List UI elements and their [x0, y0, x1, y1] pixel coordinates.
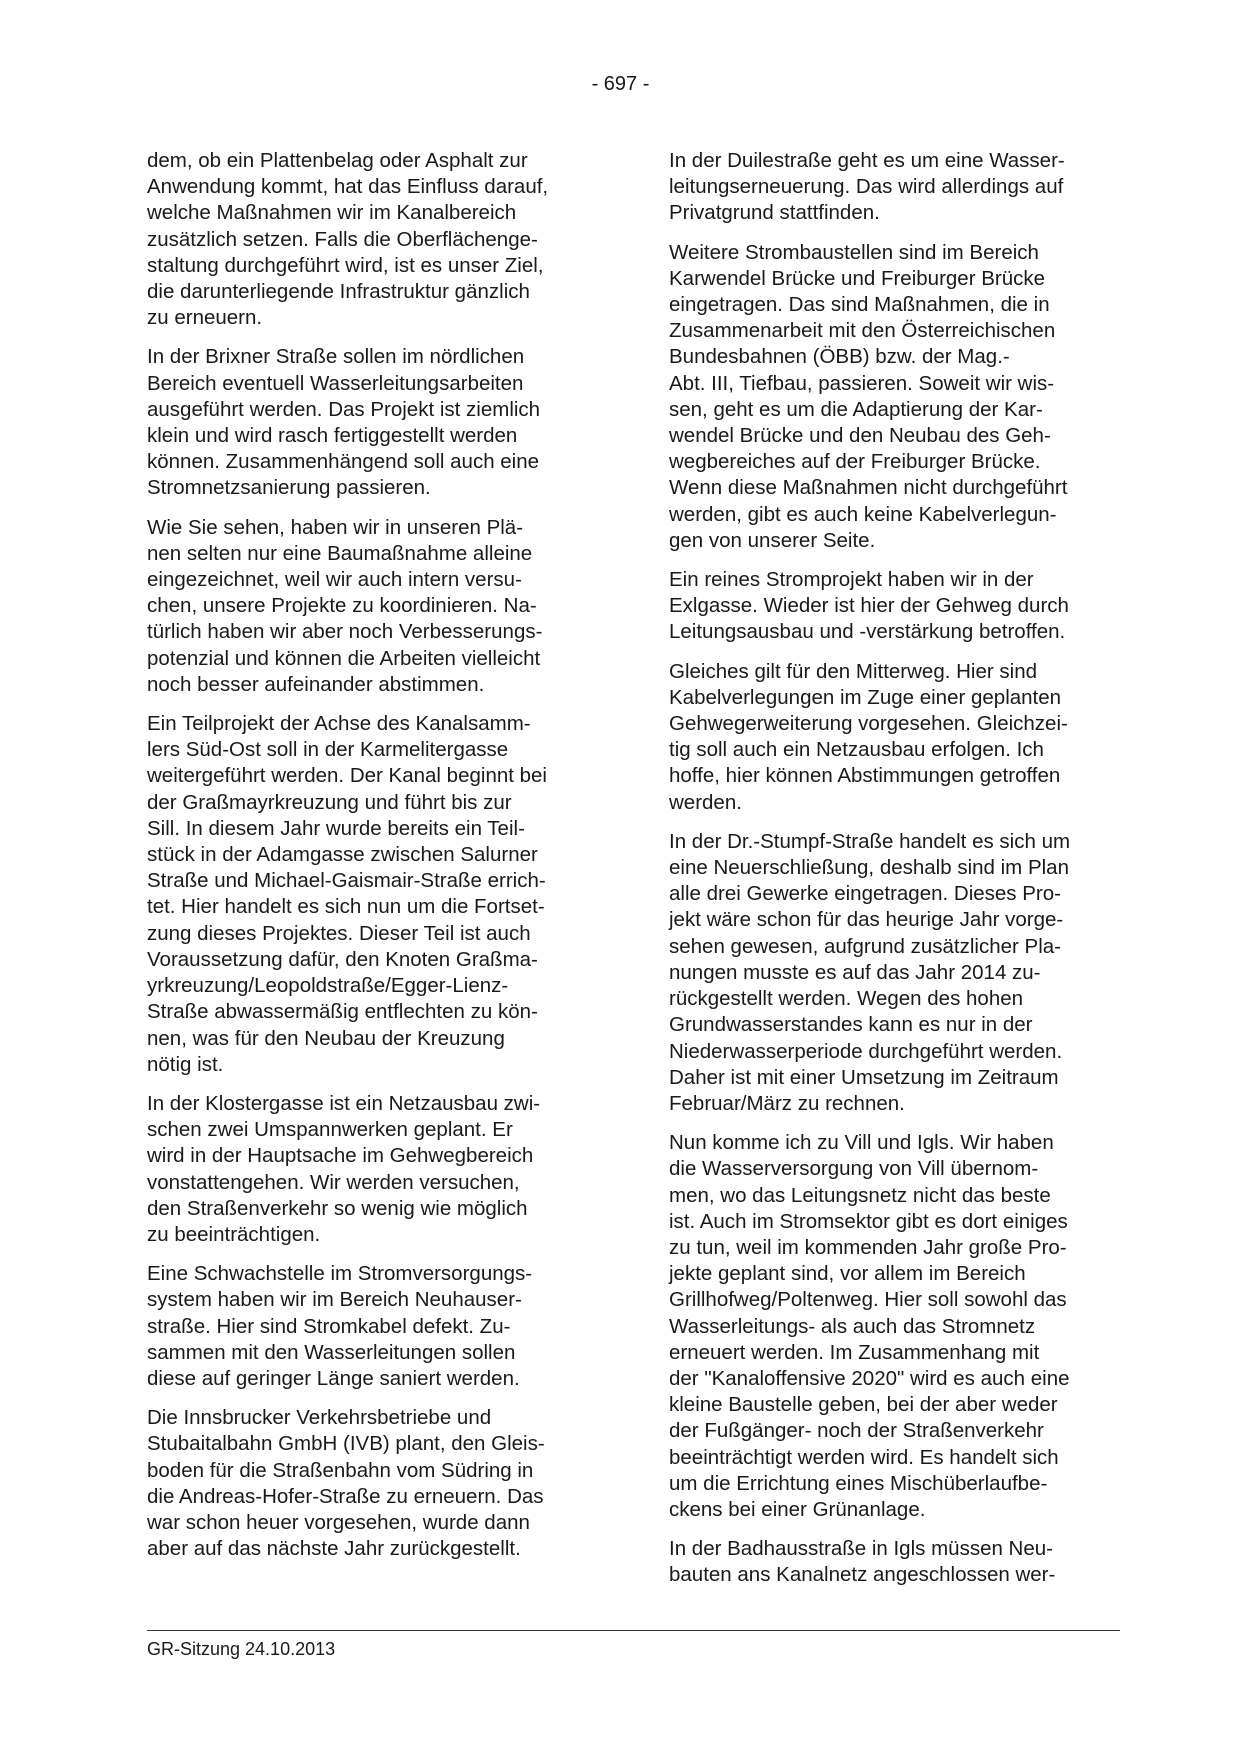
paragraph: Nun komme ich zu Vill und Igls. Wir haben die Wasserversorgung von Vill übernom- men, wo das Leitungsnetz nicht das beste ist. Auch im Stromsektor gibt es dort einiges zu tun, weil im kommenden Jahr große Pro- jekte geplant sind, vor allem im Bereich Grillhofweg/Poltenweg. Hier soll sowohl das Wasserleitungs- als auch das Stromnetz erneuert werden. Im Zusammenhang mit der "Kanaloffensive 2020" wird es auch eine kleine Baustelle geben, bei der aber weder der Fußgänger- noch der Straßenverkehr beeinträchtigt werden wird. Es handelt sich um die Errichtung eines Mischüberlaufbe- ckens bei einer Grünanlage.: [669, 1131, 1070, 1521]
paragraph: Die Innsbrucker Verkehrsbetriebe und Stubaitalbahn GmbH (IVB) plant, den Gleis- boden für die Straßenbahn vom Südring in die Andreas-Hofer-Straße zu erneuern. Das war schon heuer vorgesehen, wurde dann aber auf das nächste Jahr zurückgestellt.: [147, 1406, 545, 1561]
paragraph: In der Badhausstraße in Igls müssen Neu- bauten ans Kanalnetz angeschlossen wer-: [669, 1537, 1056, 1587]
left-column: [147, 148, 592, 1575]
paragraph: In der Klostergasse ist ein Netzausbau zwi- schen zwei Umspannwerken geplant. Er wird in der Hauptsache im Gehwegbereich vonstattengehen. Wir werden versuchen, den Straßenverkehr so wenig wie möglich zu beeinträchtigen.: [147, 1091, 541, 1246]
paragraph: In der Dr.-Stumpf-Straße handelt es sich um eine Neuerschließung, deshalb sind im Plan alle drei Gewerke eingetragen. Dieses Pro- jekt wäre schon für das heurige Jahr vorge- sehen gewesen, aufgrund zusätzlicher Pla- nungen musste es auf das Jahr 2014 zu- rückgestellt werden. Wegen des hohen Grundwasserstandes kann es nur in der Niederwasserperiode durchgeführt werden. Daher ist mit einer Umsetzung im Zeitraum Februar/März zu rechnen.: [669, 829, 1071, 1115]
paragraph: Ein Teilprojekt der Achse des Kanalsamm- lers Süd-Ost soll in der Karmelitergasse weitergeführt werden. Der Kanal beginnt bei der Graßmayrkreuzung und führt bis zur Sill. In diesem Jahr wurde bereits ein Teil- stück in der Adamgasse zwischen Salurner Straße und Michael-Gaismair-Straße errich- tet. Hier handelt es sich nun um die Fortset- zung dieses Projektes. Dieser Teil ist auch Voraussetzung dafür, den Knoten Graßma- yrkreuzung/Leopoldstraße/Egger-Lienz- Straße abwassermäßig entflechten zu kön- nen, was für den Neubau der Kreuzung nötig ist.: [147, 712, 547, 1076]
right-column: [669, 148, 1114, 1602]
paragraph: In der Brixner Straße sollen im nördlichen Bereich eventuell Wasserleitungsarbeiten ausgeführt werden. Das Projekt ist ziemlich klein und wird rasch fertiggestellt werden können. Zusammenhängend soll auch eine Stromnetzsanierung passieren.: [147, 345, 541, 500]
footer-session-date: GR-Sitzung 24.10.2013: [147, 1639, 336, 1659]
footer-divider: [147, 1630, 1120, 1631]
page-number: - 697 -: [591, 73, 650, 95]
paragraph: dem, ob ein Plattenbelag oder Asphalt zur Anwendung kommt, hat das Einfluss darauf, welche Maßnahmen wir im Kanalbereich zusätzlich setzen. Falls die Oberflächenge- staltung durchgeführt wird, ist es unser Ziel, die darunterliegende Infrastruktur gänzlich zu erneuern.: [147, 149, 549, 330]
paragraph: Ein reines Stromprojekt haben wir in der Exlgasse. Wieder ist hier der Gehweg durch Leitungsausbau und -verstärkung betroffen.: [669, 568, 1069, 644]
paragraph: Wie Sie sehen, haben wir in unseren Plä- nen selten nur eine Baumaßnahme alleine eingezeichnet, weil wir auch intern versu- chen, unsere Projekte zu koordinieren. Na- türlich haben wir aber noch Verbesserungs- potenzial und können die Arbeiten vielleicht noch besser aufeinander abstimmen.: [147, 515, 543, 696]
paragraph: Gleiches gilt für den Mitterweg. Hier sind Kabelverlegungen im Zuge einer geplanten Gehwegerweiterung vorgesehen. Gleichzei- tig soll auch ein Netzausbau erfolgen. Ich hoffe, hier können Abstimmungen getroffen werden.: [669, 659, 1068, 814]
paragraph: Weitere Strombaustellen sind im Bereich Karwendel Brücke und Freiburger Brücke eingetragen. Das sind Maßnahmen, die in Zusammenarbeit mit den Österreichischen Bundesbahnen (ÖBB) bzw. der Mag.- Abt. III, Tiefbau, passieren. Soweit wir wis- sen, geht es um die Adaptierung der Kar- wendel Brücke und den Neubau des Geh- wegbereiches auf der Freiburger Brücke. Wenn diese Maßnahmen nicht durchgeführt werden, gibt es auch keine Kabelverlegun- gen von unserer Seite.: [669, 240, 1068, 552]
paragraph: In der Duilestraße geht es um eine Wasser- leitungserneuerung. Das wird allerdings auf Privatgrund stattfinden.: [669, 149, 1065, 225]
paragraph: Eine Schwachstelle im Stromversorgungs- system haben wir im Bereich Neuhauser- straße. Hier sind Stromkabel defekt. Zu- sammen mit den Wasserleitungen sollen diese auf geringer Länge saniert werden.: [147, 1262, 533, 1390]
